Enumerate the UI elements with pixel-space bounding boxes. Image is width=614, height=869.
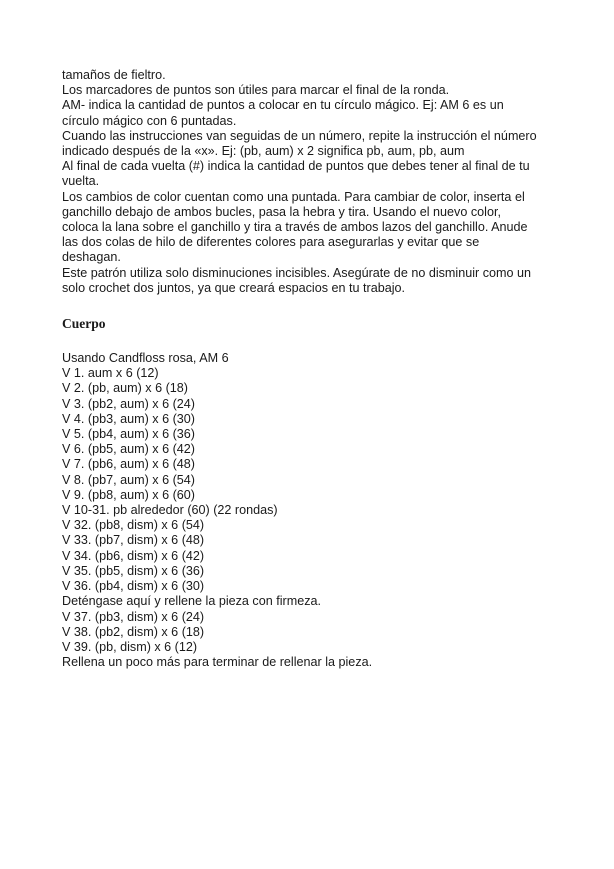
pattern-line: V 5. (pb4, aum) x 6 (36) — [62, 427, 195, 442]
pattern-line: V 35. (pb5, dism) x 6 (36) — [62, 563, 205, 578]
pattern-line: V 1. aum x 6 (12) — [62, 366, 159, 381]
pattern-line: V 37. (pb3, dism) x 6 (24) — [62, 609, 205, 624]
pattern-line: V 39. (pb, dism) x 6 (12) — [62, 639, 198, 654]
pattern-line: Usando Candfloss rosa, AM 6 — [62, 351, 229, 366]
pattern-line: V 8. (pb7, aum) x 6 (54) — [62, 472, 195, 487]
intro-paragraph: Los cambios de color cuentan como una puntada. Para cambiar de color, inserta el ganchillo debajo de ambos bucles, pasa la hebra y tira. Usando el nuevo color, coloca la lana sobre el ganchillo y tira a través de ambos lazos del ganchillo. Anude las dos colas de hilo de diferentes colores para asegurarlas y evitar que se deshagan. — [62, 189, 528, 265]
pattern-section — [62, 351, 582, 670]
pattern-line: V 2. (pb, aum) x 6 (18) — [62, 381, 188, 396]
pattern-line: V 33. (pb7, dism) x 6 (48) — [62, 533, 205, 548]
intro-paragraph: Los marcadores de puntos son útiles para marcar el final de la ronda. — [62, 83, 450, 98]
intro-paragraph: AM- indica la cantidad de puntos a colocar en tu círculo mágico. Ej: AM 6 es un círculo mágico con 6 puntadas. — [62, 98, 504, 128]
pattern-line: Deténgase aquí y rellene la pieza con firmeza. — [62, 594, 322, 609]
section-title: Cuerpo — [62, 316, 106, 332]
pattern-line: V 4. (pb3, aum) x 6 (30) — [62, 411, 195, 426]
pattern-line: V 34. (pb6, dism) x 6 (42) — [62, 548, 205, 563]
pattern-line: V 3. (pb2, aum) x 6 (24) — [62, 396, 195, 411]
document-page — [62, 68, 582, 670]
intro-paragraph: Este patrón utiliza solo disminuciones incisibles. Asegúrate de no disminuir como un solo crochet dos juntos, ya que creará espacios en tu trabajo. — [62, 265, 532, 295]
pattern-line: V 32. (pb8, dism) x 6 (54) — [62, 518, 205, 533]
intro-paragraph: Cuando las instrucciones van seguidas de un número, repite la instrucción el número indicado después de la «x». Ej: (pb, aum) x 2 significa pb, aum, pb, aum — [62, 128, 537, 159]
pattern-line: Rellena un poco más para terminar de rellenar la pieza. — [62, 655, 373, 670]
intro-section — [62, 68, 582, 296]
pattern-line: V 38. (pb2, dism) x 6 (18) — [62, 624, 205, 639]
pattern-line: V 10-31. pb alrededor (60) (22 rondas) — [62, 503, 278, 518]
intro-paragraph: Al final de cada vuelta (#) indica la cantidad de puntos que debes tener al final de tu vuelta. — [62, 159, 530, 189]
pattern-line: V 36. (pb4, dism) x 6 (30) — [62, 579, 205, 594]
intro-paragraph: tamaños de fieltro. — [62, 68, 166, 82]
pattern-line: V 9. (pb8, aum) x 6 (60) — [62, 487, 195, 502]
pattern-line: V 6. (pb5, aum) x 6 (42) — [62, 442, 195, 457]
pattern-line: V 7. (pb6, aum) x 6 (48) — [62, 457, 195, 472]
